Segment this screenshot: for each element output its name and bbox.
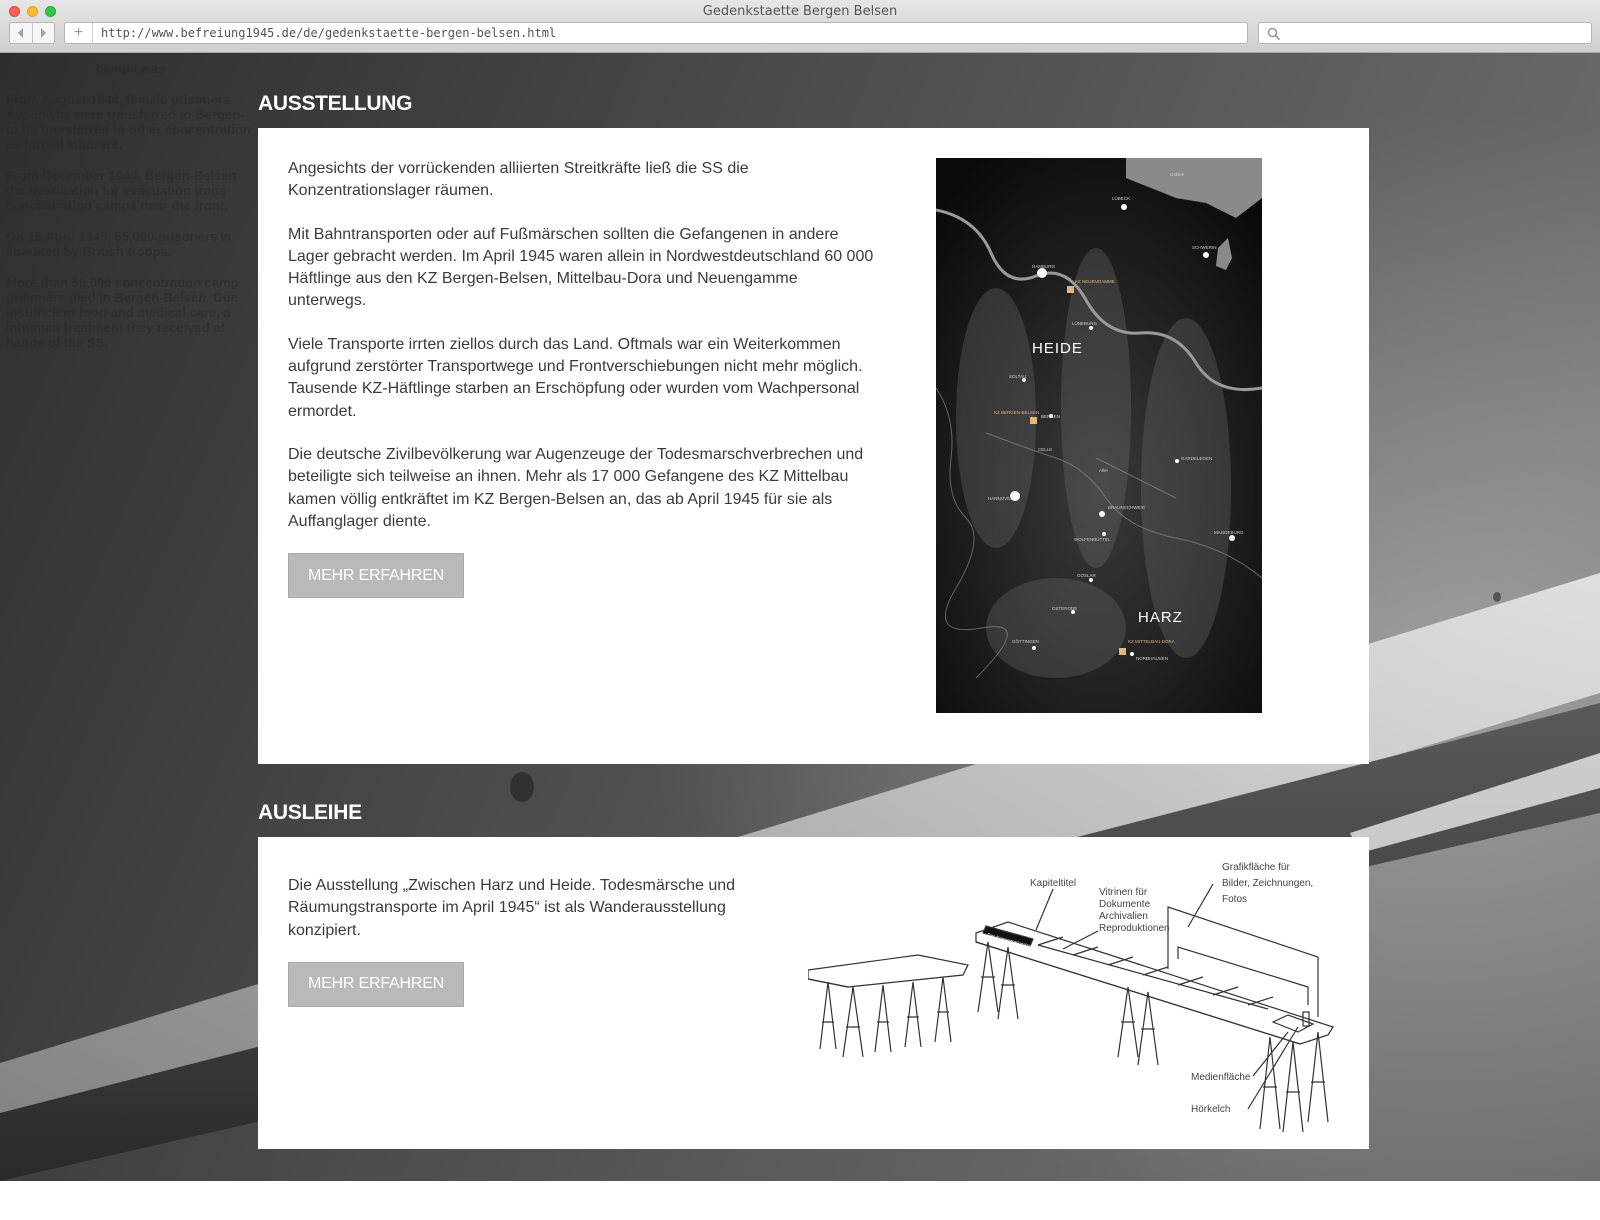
section-title-ausleihe: AUSLEIHE bbox=[258, 801, 362, 824]
wall-text-line: More than 50,000 concentration camp bbox=[6, 275, 239, 290]
page-viewport bbox=[0, 53, 1600, 1181]
map-city-label: KZ BERGEN-BELSEN bbox=[994, 410, 1040, 415]
mehr-erfahren-button-ausstellung[interactable]: MEHR ERFAHREN bbox=[288, 553, 464, 598]
ausstellung-paragraph: Mit Bahntransporten oder auf Fußmärschen sollten die Gefangenen in andere Lager gebracht werden. Im April 1945 waren allein in Nordwestdeutschland 60 000 Häftlinge aus den KZ Bergen-Belsen, Mittelbau-Dora und Neuengamme unterwegs. bbox=[288, 225, 874, 310]
drawing-label-hoerkelch: Hörkelch bbox=[1191, 1104, 1231, 1115]
wall-text-line: as forced laborers. bbox=[6, 137, 123, 152]
exhibition-drawing bbox=[808, 847, 1348, 1142]
map-city-label: HAMBURG bbox=[1032, 264, 1056, 269]
map-city-label: MAGDEBURG bbox=[1214, 530, 1244, 535]
page-bottom-edge bbox=[0, 1181, 1600, 1220]
drawing-label-medien: Medienfläche bbox=[1191, 1072, 1251, 1083]
wall-text-line: hands of the SS. bbox=[6, 335, 108, 350]
map-svg bbox=[936, 158, 1262, 713]
map-label-heide: HEIDE bbox=[1032, 340, 1083, 357]
wall-text-line: to be transferred to other concentration bbox=[6, 122, 251, 137]
map-city-label: NORDHAUSEN bbox=[1136, 656, 1169, 661]
map-city-label: OSTERODE bbox=[1052, 606, 1078, 611]
ausstellung-paragraph: Angesichts der vorrückenden alliierten Streitkräfte ließ die SS die Konzentrationslager räumen. bbox=[288, 160, 749, 200]
chevron-left-icon bbox=[17, 28, 25, 38]
map-city-label: SOLTAU bbox=[1009, 374, 1027, 379]
mehr-erfahren-button-ausleihe[interactable]: MEHR ERFAHREN bbox=[288, 962, 464, 1007]
back-button[interactable] bbox=[10, 23, 32, 43]
wall-text-line: liberated by British troops. bbox=[6, 244, 172, 259]
ausleihe-paragraph: Die Ausstellung „Zwischen Harz und Heide. Todesmärsche und Räumungstransporte im April 1945“ ist als Wanderausstellung konzipiert. bbox=[288, 877, 736, 939]
map-city-label: Ostsee bbox=[1170, 172, 1185, 177]
drawing-label-vitrinen: Reproduktionen bbox=[1099, 923, 1170, 934]
forward-button[interactable] bbox=[32, 23, 55, 43]
map-city-label: GÖTTINGEN bbox=[1012, 639, 1039, 644]
drawing-label-vitrinen: Archivalien bbox=[1099, 911, 1148, 922]
map-city-label: WOLFENBÜTTEL bbox=[1074, 537, 1111, 542]
map-city-label: KZ NEUENGAMME bbox=[1075, 279, 1115, 284]
wall-text-line: concentration camps near the front. bbox=[6, 198, 228, 213]
search-icon bbox=[1267, 27, 1281, 41]
drawing-label-grafik: Grafikfläche für bbox=[1222, 862, 1290, 873]
wall-text-line: prisoners died in Bergen-Belsen. Due bbox=[6, 290, 238, 305]
wall-text-line: inhuman treatment they received at bbox=[6, 320, 225, 335]
url-text[interactable]: http://www.befreiung1945.de/de/gedenkstaette-bergen-belsen.html bbox=[101, 26, 557, 40]
wall-text-line: insufficient food and medical care, a bbox=[6, 305, 231, 320]
ausstellung-paragraph: Die deutsche Zivilbevölkerung war Augenzeuge der Todesmarschverbrechen und beteiligte sich teilweise an ihnen. Mehr als 17 000 Gefangene des KZ Mittelbau kamen völlig entkräftet im KZ Bergen-Belsen an, das ab April 1945 für sie als Auffanglager diente. bbox=[288, 445, 864, 530]
map-city-label: CELLE bbox=[1038, 447, 1053, 452]
map-label-harz: HARZ bbox=[1138, 609, 1183, 626]
wall-text-line: On 15 April 1945, 55,000 prisoners w bbox=[6, 229, 231, 244]
map-city-label: KZ MITTELBAU-DORA bbox=[1128, 639, 1175, 644]
drawing-label-kapiteltitel: Kapiteltitel bbox=[1030, 878, 1077, 889]
drawing-label-grafik: Fotos bbox=[1222, 894, 1248, 905]
wall-text-line: the destination for evacuation trans bbox=[6, 183, 227, 198]
new-tab-button[interactable] bbox=[65, 23, 93, 43]
wall-text-line: From December 1944, Bergen-Belsen bbox=[6, 168, 237, 183]
chevron-right-icon bbox=[39, 28, 47, 38]
drawing-label-vitrinen: Vitrinen für bbox=[1099, 887, 1148, 898]
address-bar[interactable] bbox=[64, 22, 1248, 44]
drawing-label-vitrinen: Dokumente bbox=[1099, 899, 1151, 910]
ausstellung-text bbox=[288, 158, 878, 598]
drawing-sign-text: Das Konzentrationslager bbox=[986, 932, 1036, 950]
ausstellung-paragraph: Viele Transporte irrten ziellos durch das Land. Oftmals war ein Weiterkommen aufgrund zerstörter Transportwege und Frontverschiebungen nicht mehr möglich. Tausende KZ-Häftlinge starben an Erschöpfung oder wurden vom Wachpersonal ermordet. bbox=[288, 335, 863, 420]
map-city-label: GOSLAR bbox=[1077, 573, 1096, 578]
ausleihe-card bbox=[258, 837, 1369, 1149]
map-city-label: HANNOVER bbox=[988, 496, 1014, 501]
wall-text bbox=[6, 61, 266, 350]
map-city-label: GARDELEGEN bbox=[1181, 456, 1213, 461]
wall-text-line: From August 1944, female prisoners bbox=[6, 92, 231, 107]
wall-text-line: Auschwitz were transferred to Bergen- bbox=[6, 107, 245, 122]
map-city-label: Aller bbox=[1099, 468, 1109, 473]
map-city-label: SCHWERIN bbox=[1192, 245, 1217, 250]
ausleihe-text bbox=[288, 875, 758, 1007]
drawing-label-grafik: Bilder, Zeichnungen, bbox=[1222, 878, 1314, 889]
map-city-label: LÜNEBURG bbox=[1072, 321, 1098, 326]
browser-chrome bbox=[0, 0, 1600, 53]
section-title-ausstellung: AUSSTELLUNG bbox=[258, 92, 413, 115]
ausstellung-card bbox=[258, 128, 1369, 764]
map-city-label: BERGEN bbox=[1041, 414, 1061, 419]
map-city-label: LÜBECK bbox=[1112, 196, 1131, 201]
map-image[interactable] bbox=[936, 158, 1262, 713]
window-title: Gedenkstaette Bergen Belsen bbox=[702, 4, 898, 19]
search-input[interactable] bbox=[1258, 22, 1592, 44]
map-city-label: BRAUNSCHWEIG bbox=[1108, 505, 1146, 510]
plus-icon: + bbox=[73, 24, 84, 41]
wall-text-line: camps was bbox=[96, 61, 166, 76]
nav-buttons bbox=[9, 22, 55, 44]
